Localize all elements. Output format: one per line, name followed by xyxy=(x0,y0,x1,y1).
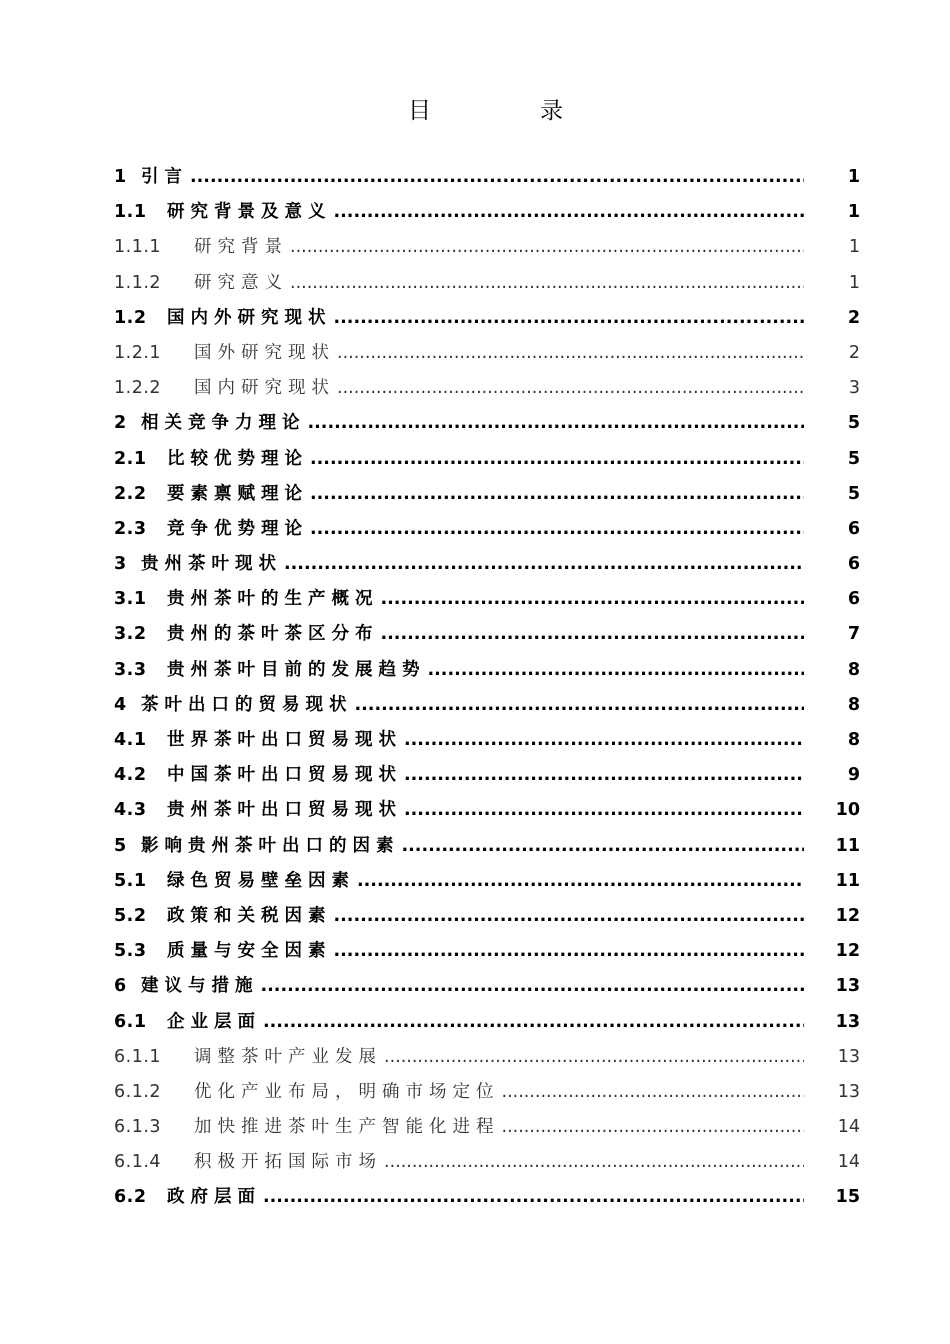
toc-entry-label: 调整茶叶产业发展 xyxy=(194,1046,382,1067)
toc-entry-page: 6 xyxy=(847,589,860,610)
toc-entry-label: 研究背景 xyxy=(194,237,288,258)
toc-entry-label: 影响贵州茶叶出口的因素 xyxy=(141,835,400,856)
toc-entry-label: 世界茶叶出口贸易现状 xyxy=(167,730,402,750)
toc-entry-page: 11 xyxy=(835,835,860,856)
toc-entry-label: 要素禀赋理论 xyxy=(167,483,308,504)
toc-entry-page: 15 xyxy=(835,1187,860,1208)
toc-entry-number: 4.3 xyxy=(114,800,147,821)
toc-entry-page: 1 xyxy=(847,167,860,187)
toc-dot-leader xyxy=(263,1005,804,1040)
toc-entry[interactable] xyxy=(114,653,860,688)
toc-dot-leader xyxy=(334,301,805,336)
toc-dot-leader xyxy=(502,1110,805,1145)
toc-entry-number: 3 xyxy=(114,554,127,575)
toc-entry-label: 贵州的茶叶茶区分布 xyxy=(167,624,379,645)
toc-entry-label: 企业层面 xyxy=(167,1011,261,1032)
toc-entry-number: 1.2.2 xyxy=(114,378,162,399)
toc-entry-label: 国内外研究现状 xyxy=(167,307,332,328)
toc-dot-leader xyxy=(381,617,805,652)
toc-entry-label: 政策和关税因素 xyxy=(167,905,332,926)
toc-entry-label: 积极开拓国际市场 xyxy=(194,1152,382,1173)
toc-entry[interactable] xyxy=(114,934,860,969)
toc-entry-number: 2.2 xyxy=(114,483,147,504)
toc-entry-number: 4 xyxy=(114,694,127,715)
toc-entry-label: 比较优势理论 xyxy=(167,448,308,469)
toc-entry-number: 2.1 xyxy=(114,448,147,469)
toc-entry-label: 茶叶出口的贸易现状 xyxy=(141,694,353,715)
toc-entry[interactable] xyxy=(114,582,860,617)
toc-entry-number: 1.2.1 xyxy=(114,342,162,363)
toc-entry[interactable] xyxy=(114,266,860,301)
toc-entry-page: 5 xyxy=(847,413,860,434)
toc-entry-number: 3.3 xyxy=(114,659,147,680)
toc-dot-leader xyxy=(310,442,804,477)
toc-dot-leader xyxy=(310,477,804,512)
toc-entry[interactable] xyxy=(114,442,860,477)
toc-entry[interactable] xyxy=(114,1005,860,1040)
toc-entry-page: 8 xyxy=(847,730,860,750)
toc-entry[interactable] xyxy=(114,160,860,195)
toc-entry-number: 1.1.2 xyxy=(114,272,162,293)
toc-entry-label: 加快推进茶叶生产智能化进程 xyxy=(194,1117,500,1138)
toc-entry[interactable] xyxy=(114,230,860,265)
toc-entry-label: 竞争优势理论 xyxy=(167,518,308,539)
toc-entry-page: 12 xyxy=(835,905,860,926)
toc-entry-label: 中国茶叶出口贸易现状 xyxy=(167,765,402,786)
toc-dot-leader xyxy=(404,723,804,758)
toc-entry-page: 7 xyxy=(847,624,860,645)
toc-entry-number: 2 xyxy=(114,413,127,434)
toc-entry-page: 8 xyxy=(847,694,860,715)
toc-entry[interactable] xyxy=(114,512,860,547)
toc-dot-leader xyxy=(290,266,804,301)
toc-entry-page: 14 xyxy=(837,1152,860,1173)
toc-entry-page: 1 xyxy=(848,272,860,293)
toc-entry-number: 3.1 xyxy=(114,589,147,610)
toc-entry-number: 1.1 xyxy=(114,202,147,223)
toc-entry-label: 国外研究现状 xyxy=(194,342,335,363)
toc-entry-number: 5.1 xyxy=(114,870,147,891)
toc-entry[interactable] xyxy=(114,688,860,723)
toc-entry[interactable] xyxy=(114,899,860,934)
toc-entry[interactable] xyxy=(114,969,860,1004)
toc-entry[interactable] xyxy=(114,758,860,793)
toc-entry[interactable] xyxy=(114,371,860,406)
toc-entry[interactable] xyxy=(114,864,860,899)
toc-entry-page: 1 xyxy=(848,237,860,258)
toc-dot-leader xyxy=(502,1075,805,1110)
toc-entry-label: 相关竞争力理论 xyxy=(141,413,306,434)
toc-entry[interactable] xyxy=(114,1180,860,1215)
toc-entry[interactable] xyxy=(114,1110,860,1145)
toc-entry-label: 贵州茶叶的生产概况 xyxy=(167,589,379,610)
toc-entry-number: 6.1.2 xyxy=(114,1081,162,1102)
toc-dot-leader xyxy=(308,406,805,441)
toc-dot-leader xyxy=(334,899,805,934)
toc-entry-number: 6.1 xyxy=(114,1011,147,1032)
toc-dot-leader xyxy=(357,864,804,899)
toc-entry-number: 1 xyxy=(114,167,127,187)
toc-entry[interactable] xyxy=(114,829,860,864)
toc-entry[interactable] xyxy=(114,477,860,512)
toc-entry-number: 5.3 xyxy=(114,941,147,962)
toc-entry-page: 5 xyxy=(847,448,860,469)
toc-entry[interactable] xyxy=(114,195,860,230)
toc-entry-label: 研究背景及意义 xyxy=(167,202,332,223)
toc-entry-page: 11 xyxy=(835,870,860,891)
toc-entry[interactable] xyxy=(114,336,860,371)
toc-entry-page: 6 xyxy=(847,518,860,539)
toc-dot-leader xyxy=(402,829,805,864)
toc-entry-page: 13 xyxy=(837,1046,860,1067)
toc-dot-leader xyxy=(310,512,804,547)
toc-entry-page: 10 xyxy=(835,800,860,821)
toc-entry-label: 政府层面 xyxy=(167,1187,261,1208)
toc-entry[interactable] xyxy=(114,301,860,336)
toc-dot-leader xyxy=(290,230,804,265)
toc-entry-label: 贵州茶叶现状 xyxy=(141,554,282,575)
toc-dot-leader xyxy=(355,688,805,723)
toc-entry-label: 贵州茶叶目前的发展趋势 xyxy=(167,659,426,680)
toc-dot-leader xyxy=(284,547,804,582)
toc-entry-number: 2.3 xyxy=(114,518,147,539)
toc-entry-number: 5 xyxy=(114,835,127,856)
table-of-contents xyxy=(114,160,860,1216)
toc-entry-page: 6 xyxy=(847,554,860,575)
toc-dot-leader xyxy=(404,793,804,828)
toc-entry-page: 13 xyxy=(835,976,860,997)
toc-entry-label: 建议与措施 xyxy=(141,976,259,997)
toc-dot-leader xyxy=(384,1040,804,1075)
toc-entry-number: 6.1.1 xyxy=(114,1046,162,1067)
toc-entry[interactable] xyxy=(114,617,860,652)
toc-entry-page: 2 xyxy=(847,307,860,328)
toc-entry-page: 3 xyxy=(848,378,860,399)
toc-entry-label: 贵州茶叶出口贸易现状 xyxy=(167,800,402,821)
toc-entry[interactable] xyxy=(114,547,860,582)
toc-dot-leader xyxy=(190,160,804,195)
toc-entry-number: 5.2 xyxy=(114,905,147,926)
toc-dot-leader xyxy=(334,195,805,230)
toc-entry-page: 8 xyxy=(847,659,860,680)
toc-entry-number: 4.1 xyxy=(114,730,147,750)
toc-dot-leader xyxy=(263,1180,804,1215)
toc-entry-label: 优化产业布局，明确市场定位 xyxy=(194,1081,500,1102)
toc-entry-label: 国内研究现状 xyxy=(194,378,335,399)
toc-entry-label: 质量与安全因素 xyxy=(167,941,332,962)
toc-dot-leader xyxy=(337,336,804,371)
toc-entry-label: 绿色贸易壁垒因素 xyxy=(167,870,355,891)
toc-entry[interactable] xyxy=(114,1145,860,1180)
toc-entry[interactable] xyxy=(114,723,860,758)
toc-entry-page: 13 xyxy=(835,1011,860,1032)
toc-entry-page: 1 xyxy=(847,202,860,223)
toc-entry[interactable] xyxy=(114,1075,860,1110)
toc-dot-leader xyxy=(384,1145,804,1180)
toc-entry-page: 9 xyxy=(847,765,860,786)
toc-entry-page: 13 xyxy=(837,1081,860,1102)
toc-entry-page: 14 xyxy=(837,1117,860,1138)
toc-entry-number: 1.1.1 xyxy=(114,237,162,258)
toc-entry-number: 6.2 xyxy=(114,1187,147,1208)
toc-entry[interactable] xyxy=(114,1040,860,1075)
toc-dot-leader xyxy=(381,582,805,617)
toc-entry-number: 6.1.4 xyxy=(114,1152,162,1173)
toc-dot-leader xyxy=(428,653,805,688)
toc-dot-leader xyxy=(334,934,805,969)
toc-entry-label: 引言 xyxy=(141,167,188,187)
toc-entry-number: 1.2 xyxy=(114,307,147,328)
toc-dot-leader xyxy=(337,371,804,406)
toc-entry-number: 6 xyxy=(114,976,127,997)
toc-entry[interactable] xyxy=(114,406,860,441)
toc-entry-label: 研究意义 xyxy=(194,272,288,293)
toc-entry-number: 6.1.3 xyxy=(114,1117,162,1138)
toc-entry-number: 3.2 xyxy=(114,624,147,645)
toc-entry-page: 2 xyxy=(848,342,860,363)
toc-entry-page: 5 xyxy=(847,483,860,504)
toc-entry-page: 12 xyxy=(835,941,860,962)
toc-dot-leader xyxy=(261,969,805,1004)
toc-entry[interactable] xyxy=(114,793,860,828)
toc-entry-number: 4.2 xyxy=(114,765,147,786)
toc-dot-leader xyxy=(404,758,804,793)
